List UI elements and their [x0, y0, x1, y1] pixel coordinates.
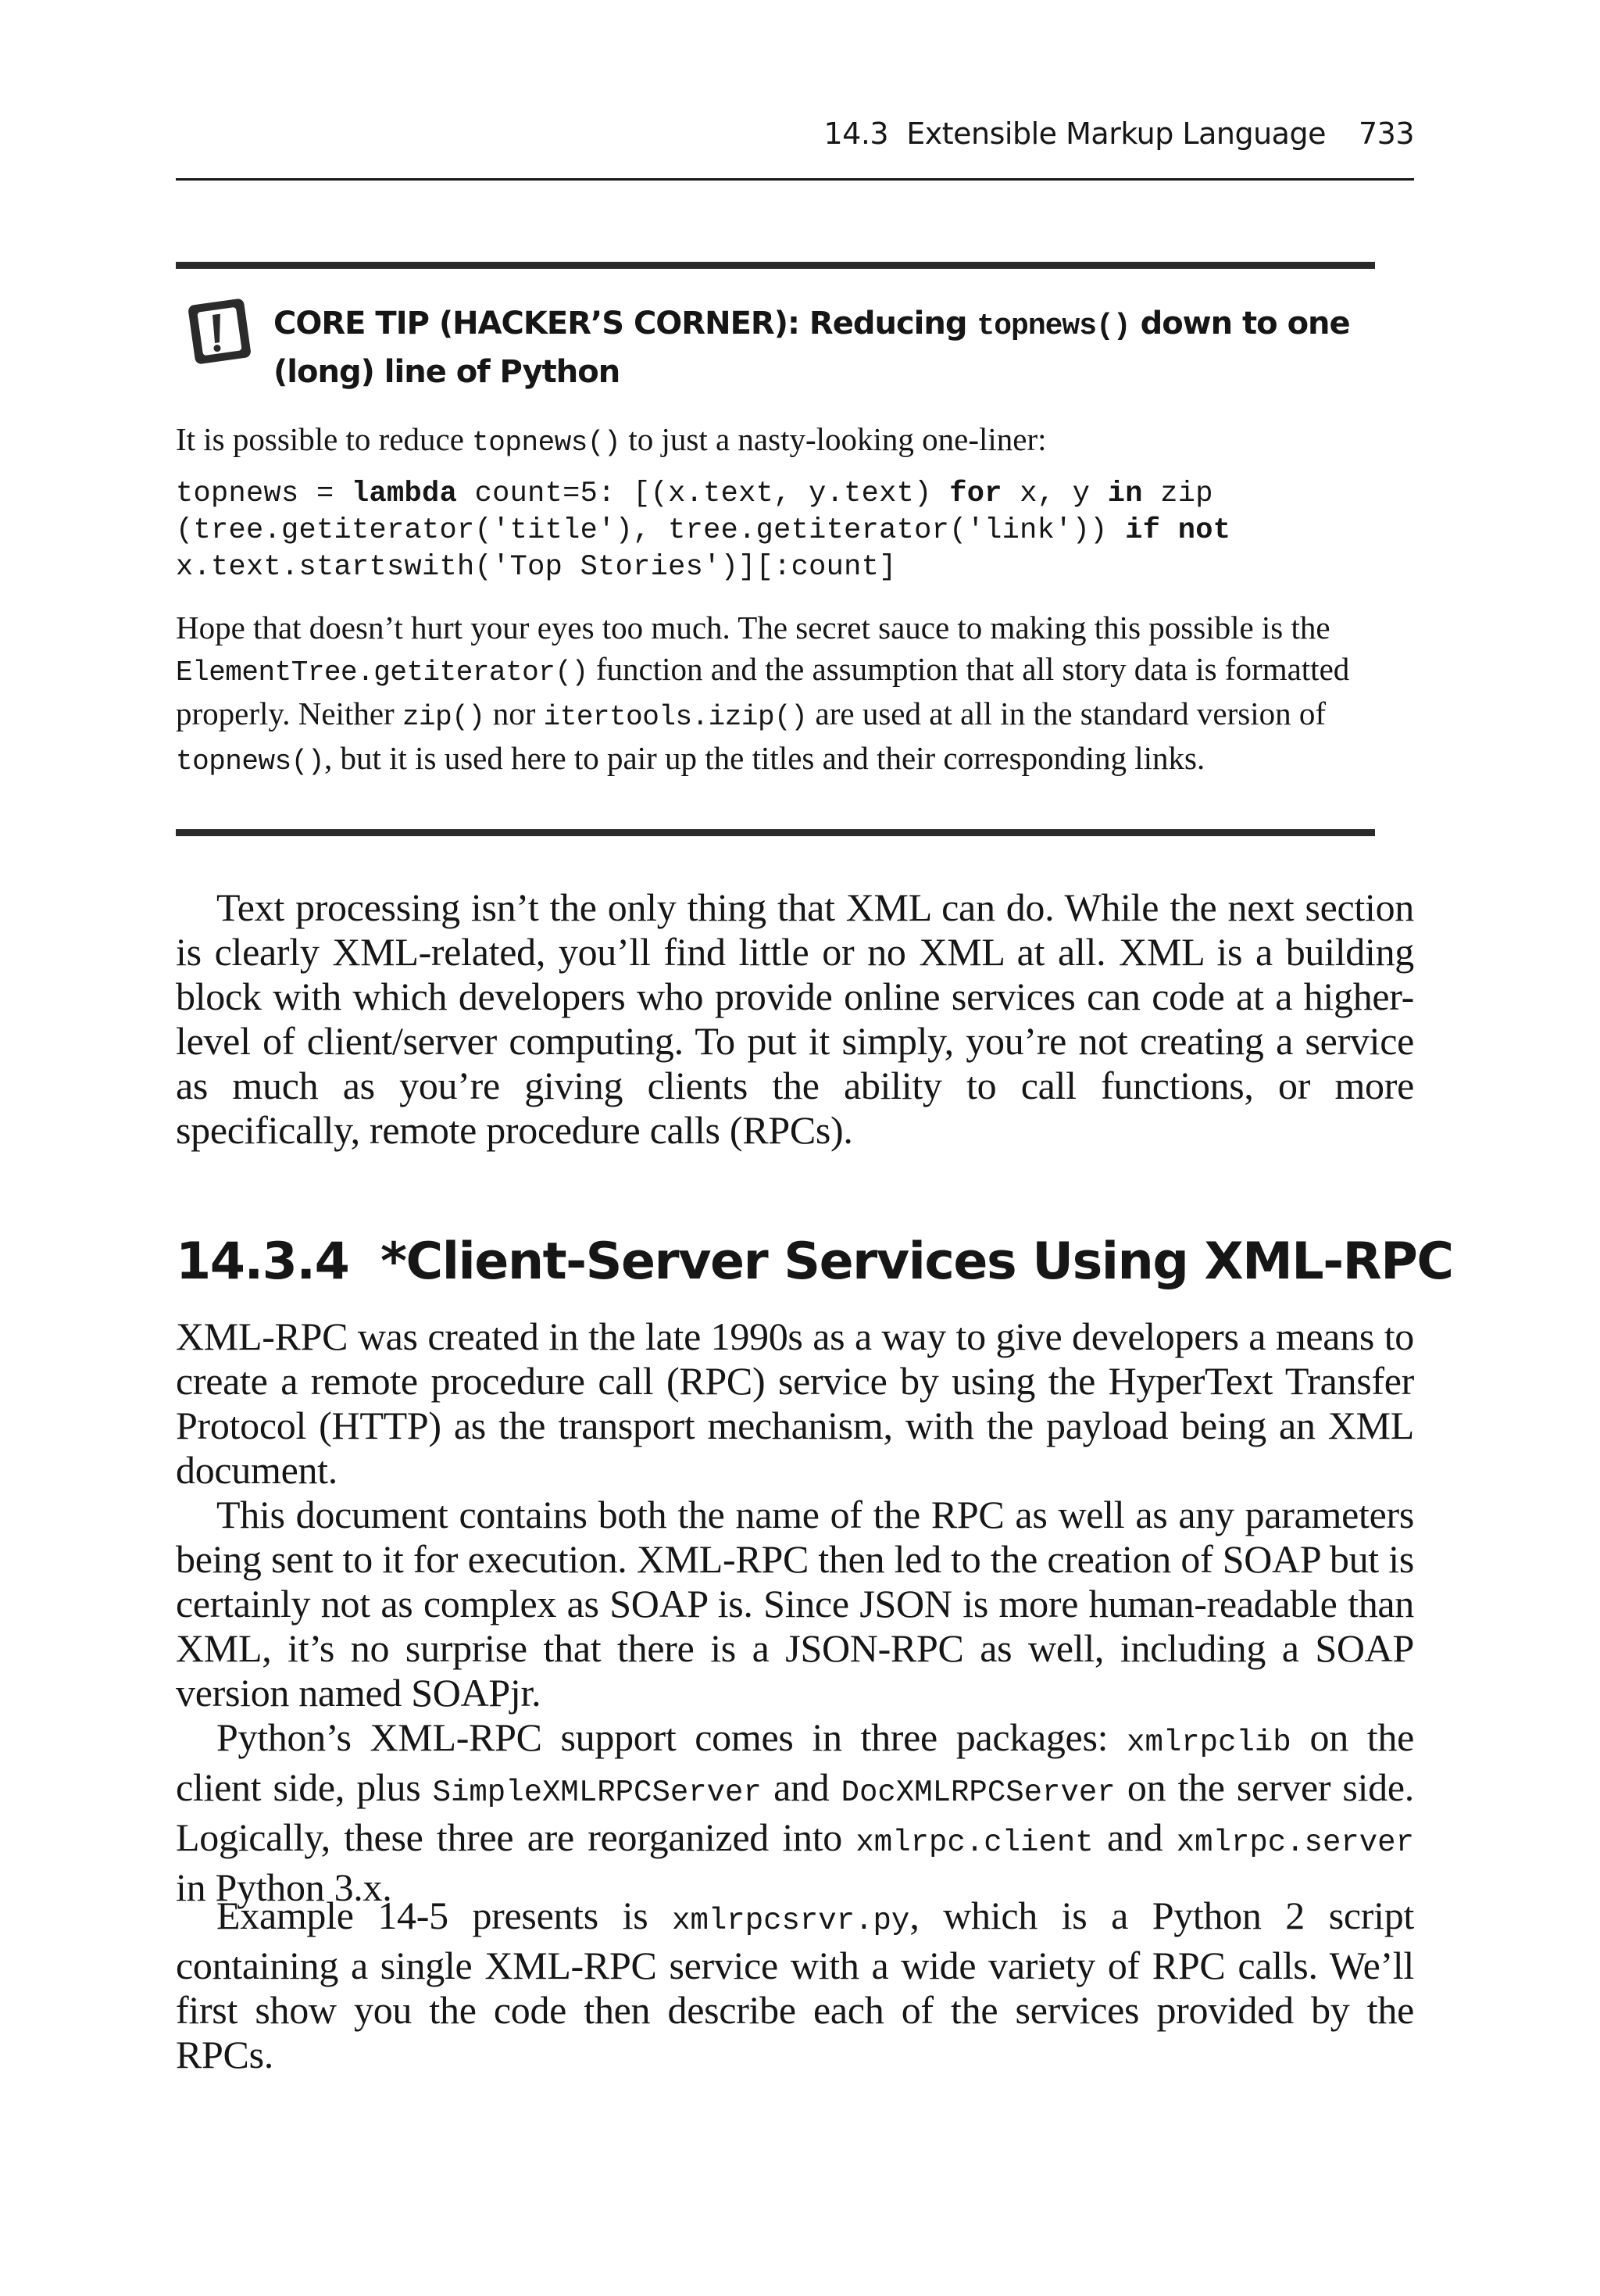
- tip-heading-prefix: CORE TIP (HACKER’S CORNER): Reducing: [273, 306, 977, 342]
- code-token: [1160, 514, 1178, 547]
- intro-paragraph: Text processing isn’t the only thing that XML can do. While the next section is clearly XML-related, you’ll find little or no XML at all. XML is a building block with which developers who provide online services can code at a higher-level of client/server computing. To put it simply, you’re not creating a service as much as you’re giving clients the ability to call functions, or more specifically, remote procedure calls (RPCs).: [176, 885, 1414, 1152]
- tip-intro: [176, 419, 1375, 463]
- tip-heading-code: topnews(): [977, 309, 1130, 343]
- text-run: on the client side, plus: [176, 1715, 1414, 1809]
- text-run: are used at all in the standard version of: [807, 696, 1327, 731]
- inline-code: xmlrpc.client: [855, 1826, 1094, 1860]
- inline-code: topnews(): [176, 746, 324, 778]
- header-rule: [176, 178, 1414, 181]
- section-heading: [176, 1231, 1453, 1293]
- inline-code: xmlrpcsrvr.py: [672, 1904, 910, 1938]
- paragraph: [176, 1493, 1414, 1715]
- code-line: [176, 477, 1213, 510]
- inline-code: zip(): [402, 701, 485, 733]
- section-title: *Client-Server Services Using XML-RPC: [380, 1232, 1453, 1291]
- code-token: x.text.startswith('Top Stories')][:count]: [176, 551, 897, 584]
- code-token: topnews =: [176, 477, 352, 510]
- text-run: and: [1093, 1815, 1177, 1859]
- paragraph: [176, 1314, 1414, 1493]
- tip-heading-suffix: down to one: [1130, 306, 1350, 342]
- tip-heading: [273, 301, 1375, 395]
- tip-intro-after: to just a nasty-looking one-liner:: [620, 421, 1047, 457]
- code-line: [176, 514, 1230, 547]
- text-run: , which is a Python 2 script containing a single XML-RPC service with a wide variety of RPC calls. We’ll first show you the code then describe each of the services provided by the RPCs.: [176, 1894, 1414, 2076]
- code-token: (tree.getiterator('title'), tree.getiterator('link')): [176, 514, 1126, 547]
- text-run: , but it is used here to pair up the titles and their corresponding links.: [323, 740, 1205, 776]
- text-run: and: [761, 1765, 841, 1809]
- tip-rule-top: [176, 262, 1375, 269]
- running-header: [176, 116, 1414, 151]
- tip-rule-bottom: [176, 829, 1375, 836]
- paragraph: [176, 1715, 1414, 1910]
- inline-code: ElementTree.getiterator(): [176, 656, 588, 688]
- tip-heading-line2: (long) line of Python: [273, 354, 620, 390]
- text-run: function and the assumption that all story data is formatted properly. Neither: [176, 651, 1350, 731]
- code-token: count=5: [(x.text, y.text): [457, 477, 950, 510]
- inline-code: xmlrpclib: [1127, 1726, 1291, 1760]
- inline-code: itertools.izip(): [543, 701, 808, 733]
- code-keyword: lambda: [352, 477, 458, 510]
- page-number: 733: [1358, 116, 1414, 151]
- text-run: Hope that doesn’t hurt your eyes too much. The secret sauce to making this possible is the: [176, 610, 1330, 646]
- text-run: on the server side. Logically, these three are reorganized into: [176, 1765, 1414, 1859]
- tip-intro-code: topnews(): [472, 427, 621, 459]
- code-block: [176, 476, 1230, 586]
- code-keyword: not: [1177, 514, 1231, 547]
- text-run: Example 14-5 presents is: [216, 1894, 673, 1937]
- inline-code: DocXMLRPCServer: [841, 1776, 1116, 1810]
- warning-exclamation-icon: [184, 295, 255, 367]
- text-run: nor: [484, 696, 544, 731]
- text-run: in Python 3.x.: [176, 1865, 392, 1909]
- running-header-section: 14.3 Extensible Markup Language: [823, 116, 1326, 151]
- code-keyword: in: [1107, 477, 1143, 510]
- code-line: [176, 551, 897, 584]
- inline-code: xmlrpc.server: [1176, 1826, 1414, 1860]
- code-keyword: for: [949, 477, 1002, 510]
- text-run: Python’s XML-RPC support comes in three packages:: [216, 1715, 1127, 1759]
- paragraph: [176, 1894, 1414, 2077]
- tip-intro-before: It is possible to reduce: [176, 421, 473, 457]
- code-keyword: if: [1125, 514, 1161, 547]
- inline-code: SimpleXMLRPCServer: [432, 1776, 762, 1810]
- text-run: XML-RPC was created in the late 1990s as a way to give developers a means to create a remote procedure call (RPC) service by using the HyperText Transfer Protocol (HTTP) as the transport mechanism, with the payload being an XML document.: [176, 1314, 1414, 1492]
- section-number: 14.3.4: [176, 1232, 349, 1291]
- text-run: This document contains both the name of the RPC as well as any parameters being sent to it for execution. XML-RPC then led to the creation of SOAP but is certainly not as complex as SOAP is. Since JSON is more human-readable than XML, it’s no surprise that there is a JSON-RPC as well, including a SOAP version named SOAPjr.: [176, 1493, 1414, 1715]
- code-token: zip: [1142, 477, 1213, 510]
- tip-outro: [176, 607, 1375, 782]
- code-token: x, y: [1002, 477, 1108, 510]
